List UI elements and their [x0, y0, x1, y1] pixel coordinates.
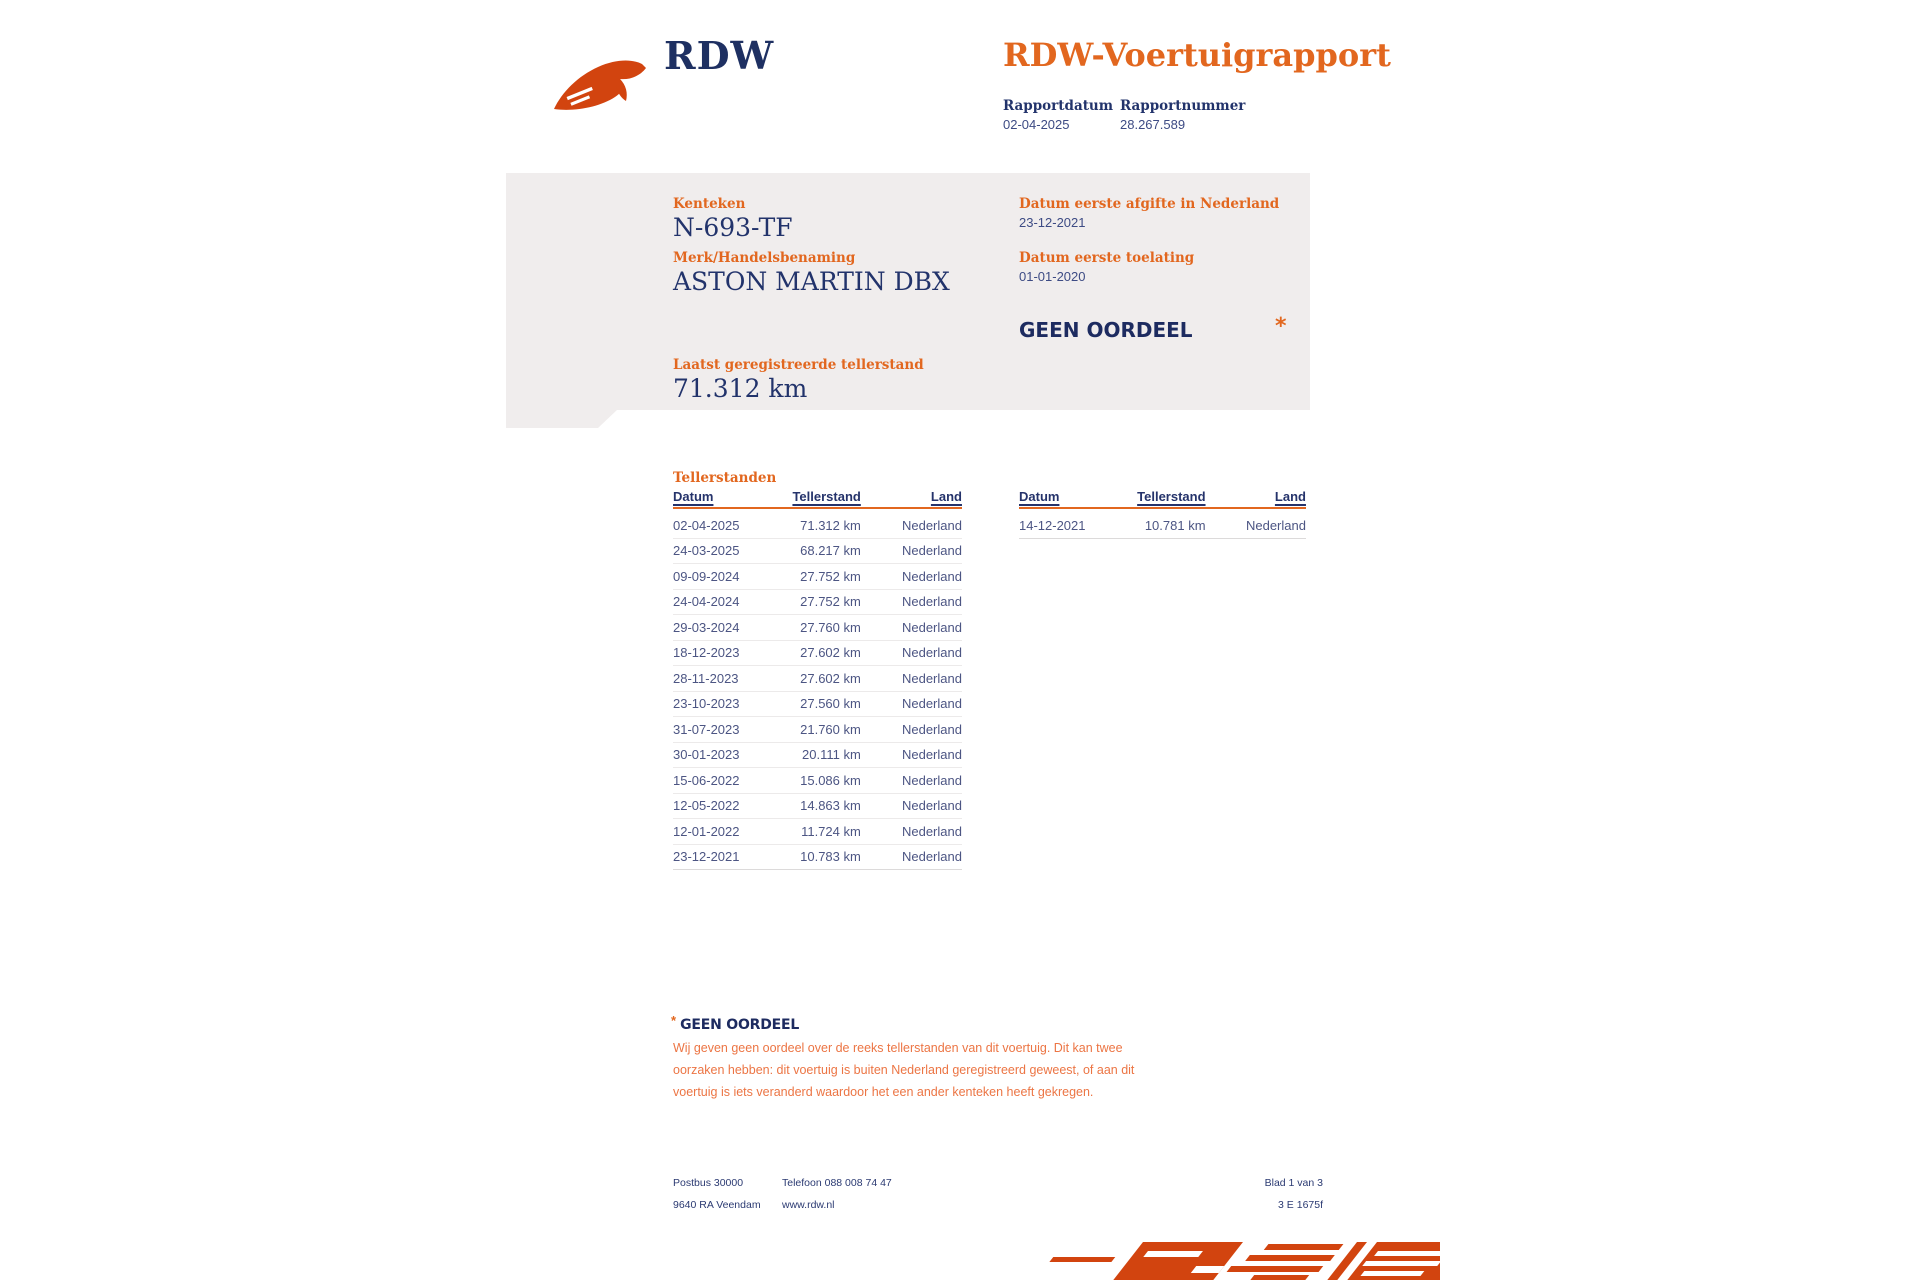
cell-datum: 24-04-2024	[673, 594, 740, 610]
kenteken-value: N-693-TF	[673, 213, 793, 242]
cell-land: Nederland	[901, 670, 962, 686]
footnote-asterisk: *	[671, 1013, 677, 1028]
table-row	[673, 666, 962, 692]
cell-land: Nederland	[901, 594, 962, 610]
cell-tellerstand: 11.724 km	[801, 823, 861, 839]
cell-datum: 23-12-2021	[673, 849, 740, 865]
afgifte-value: 23-12-2021	[1019, 215, 1086, 230]
merk-label: Merk/Handelsbenaming	[673, 250, 856, 266]
cell-tellerstand: 27.752 km	[800, 568, 861, 584]
cell-land: Nederland	[901, 517, 962, 533]
cell-datum: 24-03-2025	[673, 543, 740, 559]
cell-land: Nederland	[901, 798, 962, 814]
table-row	[673, 794, 962, 820]
cell-datum: 12-05-2022	[673, 798, 740, 814]
cell-datum: 02-04-2025	[673, 517, 740, 533]
cell-datum: 30-01-2023	[673, 747, 740, 763]
table-row	[673, 641, 962, 667]
cell-land: Nederland	[901, 645, 962, 661]
footer-contact	[782, 1172, 892, 1216]
table-row	[673, 743, 962, 769]
cell-tellerstand: 27.560 km	[800, 696, 861, 712]
report-date-label: Rapportdatum	[1003, 98, 1114, 114]
cell-datum: 12-01-2022	[673, 823, 740, 839]
footer-phone: Telefoon 088 008 74 47	[782, 1177, 892, 1189]
table-row	[673, 819, 962, 845]
rdw-stripes-graphic-icon	[1035, 1242, 1440, 1280]
cell-tellerstand: 21.760 km	[800, 721, 861, 737]
footer-city: 9640 RA Veendam	[673, 1199, 761, 1211]
cell-land: Nederland	[901, 619, 962, 635]
verdict-text: GEEN OORDEEL	[1019, 318, 1193, 342]
column-header: Tellerstand	[1137, 489, 1206, 504]
footer-form-code: 3 E 1675f	[1278, 1199, 1323, 1211]
column-header: Tellerstand	[792, 489, 861, 504]
cell-datum: 31-07-2023	[673, 721, 740, 737]
report-date-value: 02-04-2025	[1003, 117, 1070, 132]
footnote-heading	[671, 1013, 799, 1034]
tellerstand-label: Laatst geregistreerde tellerstand	[673, 357, 924, 373]
cell-datum: 09-09-2024	[673, 568, 740, 584]
cell-tellerstand: 68.217 km	[800, 543, 861, 559]
cell-land: Nederland	[901, 772, 962, 788]
table-row	[673, 717, 962, 743]
footnote-title: GEEN OORDEEL	[680, 1017, 800, 1033]
toelating-value: 01-01-2020	[1019, 269, 1086, 284]
cell-land: Nederland	[901, 849, 962, 865]
table-body	[673, 513, 962, 870]
table-header-row	[673, 489, 962, 509]
document-title: RDW-Voertuigrapport	[1003, 36, 1391, 74]
column-header: Datum	[1019, 489, 1060, 504]
table-row	[673, 845, 962, 871]
cell-tellerstand: 27.752 km	[800, 594, 861, 610]
tellerstanden-section-title: Tellerstanden	[673, 470, 777, 486]
toelating-label: Datum eerste toelating	[1019, 250, 1195, 266]
table-row	[673, 768, 962, 794]
cell-land: Nederland	[1245, 517, 1306, 533]
cell-tellerstand: 10.783 km	[800, 849, 861, 865]
table-header-row	[1019, 489, 1306, 509]
tellerstand-value: 71.312 km	[673, 374, 808, 403]
column-header: Land	[930, 489, 962, 504]
cell-tellerstand: 20.111 km	[802, 747, 861, 763]
cell-tellerstand: 27.602 km	[800, 670, 861, 686]
cell-datum: 23-10-2023	[673, 696, 740, 712]
table-row	[673, 615, 962, 641]
cell-datum: 18-12-2023	[673, 645, 740, 661]
cell-datum: 28-11-2023	[673, 670, 739, 686]
cell-land: Nederland	[901, 696, 962, 712]
merk-value: ASTON MARTIN DBX	[673, 267, 950, 296]
report-number-value: 28.267.589	[1120, 117, 1186, 132]
table-row	[673, 590, 962, 616]
footer-website-link[interactable]: www.rdw.nl	[782, 1199, 835, 1211]
table-row	[673, 692, 962, 718]
cell-tellerstand: 10.781 km	[1144, 517, 1206, 533]
footer-page-indicator: Blad 1 van 3	[1264, 1177, 1323, 1189]
cell-datum: 14-12-2021	[1019, 517, 1086, 533]
meter-readings-table-right	[1019, 489, 1306, 539]
cell-tellerstand: 14.863 km	[800, 798, 861, 814]
cell-tellerstand: 71.312 km	[800, 517, 861, 533]
column-header: Land	[1274, 489, 1306, 504]
table-row	[673, 564, 962, 590]
footer-page-info	[1143, 1172, 1323, 1216]
cell-land: Nederland	[901, 721, 962, 737]
footnote-body: Wij geven geen oordeel over de reeks tellerstanden van dit voertuig. Dit kan twee oorzaken hebben: dit voertuig is buiten Nederland geregistreerd geweest, of aan dit voertuig is iets veranderd waardoor het een ander kenteken heeft gekregen.	[673, 1041, 1135, 1099]
cell-datum: 15-06-2022	[673, 772, 740, 788]
kenteken-label: Kenteken	[673, 196, 746, 212]
rdw-wordmark: RDW	[664, 33, 775, 78]
cell-land: Nederland	[901, 747, 962, 763]
rdw-feather-logo-icon	[552, 52, 654, 114]
cell-land: Nederland	[901, 823, 962, 839]
cell-tellerstand: 15.086 km	[800, 772, 861, 788]
cell-tellerstand: 27.760 km	[800, 619, 861, 635]
footer-address	[673, 1172, 761, 1216]
report-number-label: Rapportnummer	[1120, 98, 1246, 114]
cell-land: Nederland	[901, 568, 962, 584]
table-row	[673, 513, 962, 539]
footer-postbus: Postbus 30000	[673, 1177, 744, 1189]
meter-readings-table-left	[673, 489, 962, 870]
table-row	[1019, 513, 1306, 539]
afgifte-label: Datum eerste afgifte in Nederland	[1019, 196, 1280, 212]
cell-land: Nederland	[901, 543, 962, 559]
column-header: Datum	[673, 489, 714, 504]
table-body	[1019, 513, 1306, 539]
table-row	[673, 539, 962, 565]
cell-tellerstand: 27.602 km	[800, 645, 861, 661]
cell-datum: 29-03-2024	[673, 619, 740, 635]
verdict-asterisk: *	[1275, 314, 1287, 339]
